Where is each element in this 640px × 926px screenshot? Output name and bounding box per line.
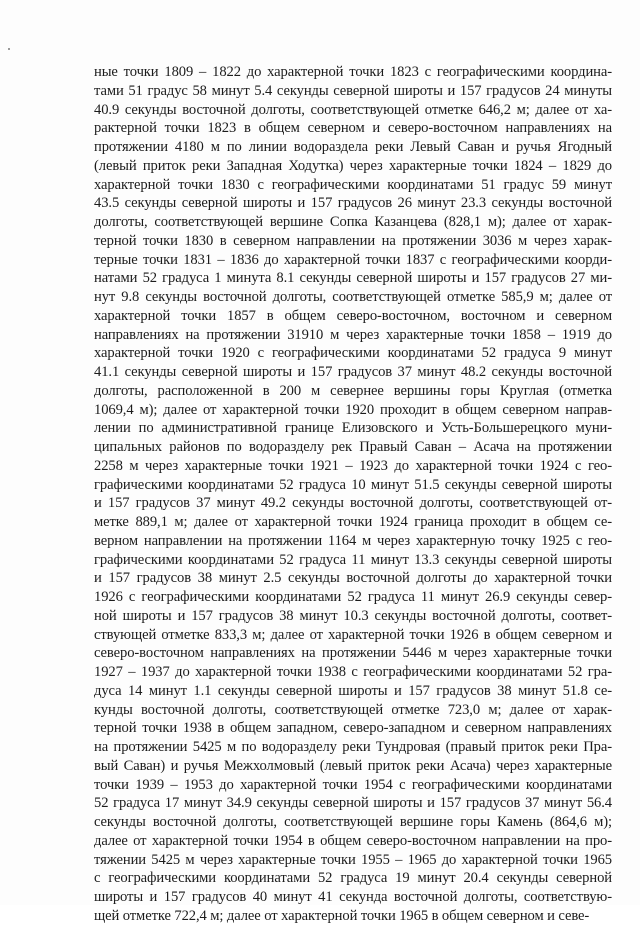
text-line: северо-восточном направлениях на протяжении 5446 м через характерные точки — [94, 645, 612, 662]
text-line: ципальных районов по водоразделу рек Правый Саван – Асача на протяжении — [94, 439, 612, 455]
text-line: дуса 14 минут 1.1 секунды северной широты и 157 градусов 38 минут 51.8 се- — [94, 682, 612, 699]
text-line: терные точки 1831 – 1836 до характерной точки 1837 с географическими коорди- — [94, 251, 612, 268]
text-line: долготы, расположенной в 200 м севернее вершины горы Круглая (отметка — [94, 382, 612, 399]
text-line: и 157 градусов 38 минут 2.5 секунды восточной долготы до характерной точки — [94, 570, 612, 587]
text-line: тяжении 5425 м через характерные точки 1955 – 1965 до характерной точки 1965 — [94, 851, 612, 868]
text-line: графическими координатами 52 градуса 11 минут 13.3 секунды северной широты — [94, 551, 612, 568]
text-line: 2258 м через характерные точки 1921 – 1923 до характерной точки 1924 с гео- — [94, 457, 612, 474]
text-line: кунды восточной долготы, соответствующей отметке 723,0 м; далее от харак- — [94, 701, 612, 718]
text-line: терной точки 1830 в северном направлении на протяжении 3036 м через харак- — [94, 232, 612, 249]
text-line: с географическими координатами 52 градуса 19 минут 20.4 секунды северной — [94, 870, 612, 887]
text-line: терной точки 1938 в общем западном, северо-западном и северном направлениях — [94, 720, 612, 737]
text-line: широты и 157 градусов 40 минут 41 секунда восточной долготы, соответствую- — [94, 889, 612, 905]
text-line: 52 градуса 17 минут 34.9 секунды северной широты и 157 градусов 37 минут 56.4 — [94, 795, 612, 812]
text-line: характерной точки 1920 с географическими координатами 52 градуса 9 минут — [94, 345, 612, 362]
text-line: долготы, соответствующей вершине Сопка Казанцева (828,1 м); далее от харак- — [94, 214, 612, 230]
text-line: точки 1939 – 1953 до характерной точки 1954 с географическими координатами — [94, 776, 612, 793]
text-line: нут 9.8 секунды восточной долготы, соответствующей отметке 585,9 м; далее от — [94, 289, 612, 305]
text-line: характерной точки 1830 с географическими координатами 51 градус 59 минут — [94, 176, 612, 193]
scan-dot — [8, 48, 10, 50]
text-line: направлениях на протяжении 31910 м через характерные точки 1858 – 1919 до — [94, 326, 612, 343]
text-line: лении по административной границе Елизовского и Усть-Большерецкого муни- — [94, 420, 612, 437]
text-line: щей отметке 722,4 м; далее от характерной точки 1965 в общем северном и севе- — [94, 907, 590, 924]
text-line: 1926 с географическими координатами 52 градуса 11 минут 26.9 секунды север- — [94, 589, 612, 605]
text-line: 40.9 секунды восточной долготы, соответствующей отметке 646,2 м; далее от ха- — [94, 101, 612, 118]
text-line: ные точки 1809 – 1822 до характерной точки 1823 с географическими координа- — [94, 64, 612, 80]
text-line: 41.1 секунды северной широты и 157 градусов 37 минут 48.2 секунды восточной — [94, 364, 612, 380]
document-body-text — [94, 63, 612, 926]
text-line: 43.5 секунды северной широты и 157 градусов 26 минут 23.3 секунды восточной — [94, 195, 612, 212]
text-line: протяжении 4180 м по линии водораздела реки Левый Саван и ручья Ягодный — [94, 139, 612, 155]
text-line: далее от характерной точки 1954 в общем северо-восточном направлении на про- — [94, 832, 612, 849]
text-line: рактерной точки 1823 в общем северном и северо-восточном направлениях на — [94, 120, 612, 137]
text-line: (левый приток реки Западная Ходутка) через характерные точки 1824 – 1829 до — [94, 157, 612, 174]
text-line: и 157 градусов 37 минут 49.2 секунды восточной долготы, соответствующей от- — [94, 495, 612, 512]
text-line: ствующей отметке 833,3 м; далее от характерной точки 1926 в общем северном и — [94, 626, 612, 643]
text-line: на протяжении 5425 м по водоразделу реки Тундровая (правый приток реки Пра- — [94, 739, 612, 755]
text-line: верном направлении на протяжении 1164 м через характерную точку 1925 с гео- — [94, 532, 612, 549]
text-line: 1927 – 1937 до характерной точки 1938 с географическими координатами 52 гра- — [94, 664, 612, 680]
text-line: натами 52 градуса 1 минута 8.1 секунды северной широты и 157 градусов 27 ми- — [94, 270, 612, 287]
text-line: характерной точки 1857 в общем северо-восточном, восточном и северном — [94, 307, 612, 324]
text-line: метке 889,1 м; далее от характерной точки 1924 граница проходит в общем се- — [94, 514, 612, 530]
text-line: секунды восточной долготы, соответствующей вершине горы Камень (864,6 м); — [94, 814, 612, 830]
text-line: вый Саван) и ручья Межхолмовый (левый приток реки Асача) через характерные — [94, 757, 612, 774]
text-line: тами 51 градус 58 минут 5.4 секунды северной широты и 157 градусов 24 минуты — [94, 82, 612, 99]
text-line: 1069,4 м); далее от характерной точки 1920 проходит в общем северном направ- — [94, 401, 612, 418]
text-line: ной широты и 157 градусов 38 минут 10.3 секунды восточной долготы, соответ- — [94, 607, 612, 624]
text-line: графическими координатами 52 градуса 10 минут 51.5 секунды северной широты — [94, 476, 612, 493]
